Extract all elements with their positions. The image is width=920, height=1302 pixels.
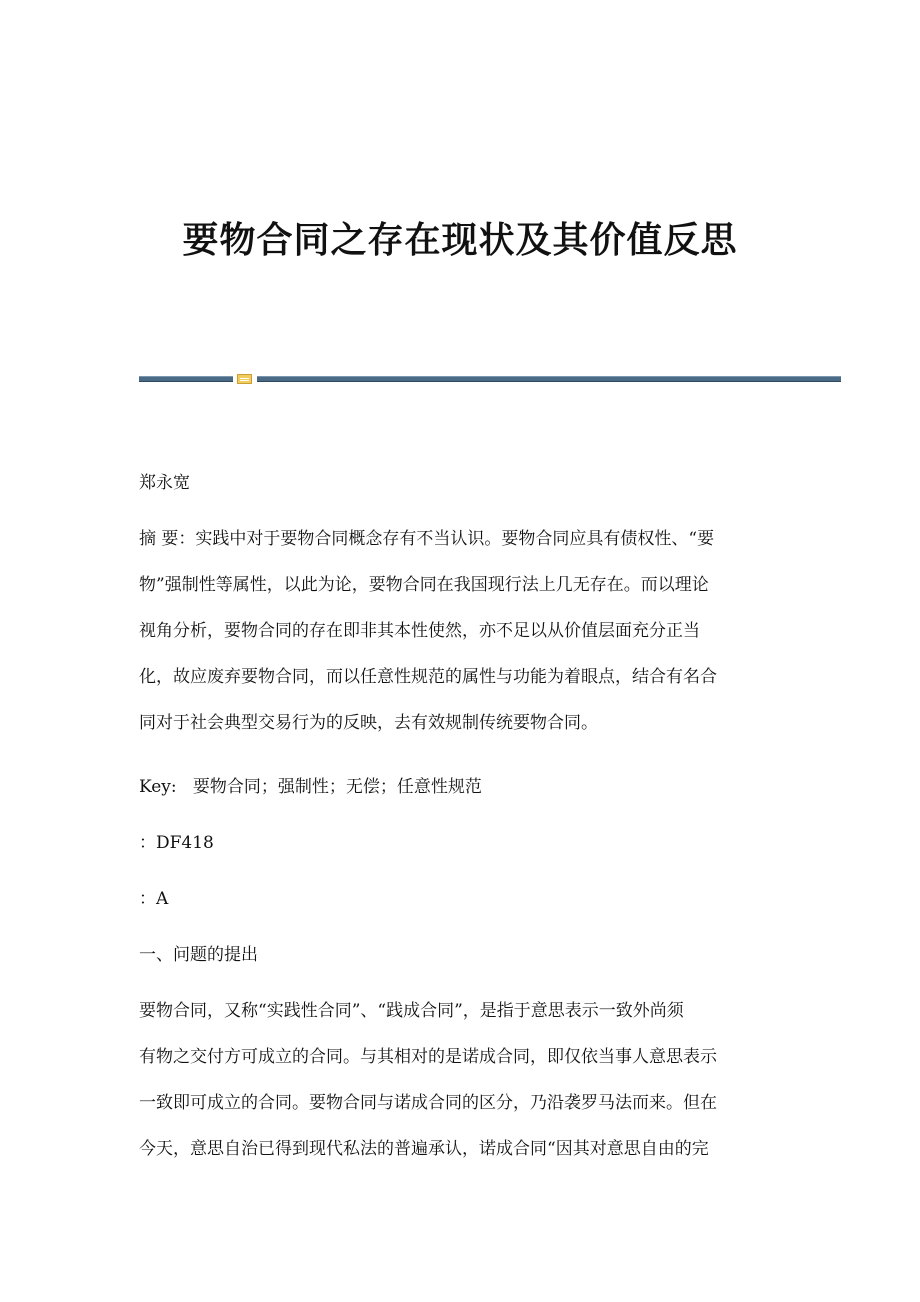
divider-bar-right: [257, 376, 841, 382]
abstract-line-2: 物”强制性等属性，以此为论，要物合同在我国现行法上几无存在。而以理论: [139, 575, 709, 595]
classification-number: ：DF418: [139, 833, 214, 853]
author: 郑永宽: [139, 473, 190, 493]
abstract-line-4: 化，故应废弃要物合同，而以任意性规范的属性与功能为着眼点，结合有名合: [139, 667, 717, 687]
body-paragraph: [139, 997, 784, 1181]
abstract-text: 实践中对于要物合同概念存有不当认识。要物合同应具有债权性、“要: [195, 529, 715, 549]
section-heading: 一、问题的提出: [139, 945, 258, 965]
abstract-line-1: [139, 525, 784, 571]
body-line-4: 今天，意思自治已得到现代私法的普遍承认，诺成合同“因其对意思自由的完: [139, 1139, 709, 1159]
abstract-label: 摘 要：: [139, 529, 196, 549]
document-title: 要物合同之存在现状及其价值反思: [182, 219, 738, 261]
keywords-value: 要物合同；强制性；无偿；任意性规范: [192, 777, 482, 797]
body-line-3: 一致即可成立的合同。要物合同与诺成合同的区分，乃沿袭罗马法而来。但在: [139, 1093, 717, 1113]
keywords: [139, 773, 789, 801]
keywords-label: Key:: [139, 777, 177, 797]
abstract-line-3: 视角分析，要物合同的存在即非其本性使然，亦不足以从价值层面充分正当: [139, 621, 700, 641]
body-line-2: 有物之交付方可成立的合同。与其相对的是诺成合同，即仅依当事人意思表示: [139, 1047, 717, 1067]
body-line-1: 要物合同，又称“实践性合同”、“践成合同”，是指于意思表示一致外尚须: [139, 1001, 684, 1021]
divider-bar-left: [139, 376, 233, 382]
abstract-line-5: 同对于社会典型交易行为的反映，去有效规制传统要物合同。: [139, 713, 598, 733]
document-code: ：A: [139, 889, 169, 909]
title-divider: [139, 374, 841, 384]
divider-ornament-icon: [237, 374, 252, 384]
abstract: [139, 525, 784, 755]
